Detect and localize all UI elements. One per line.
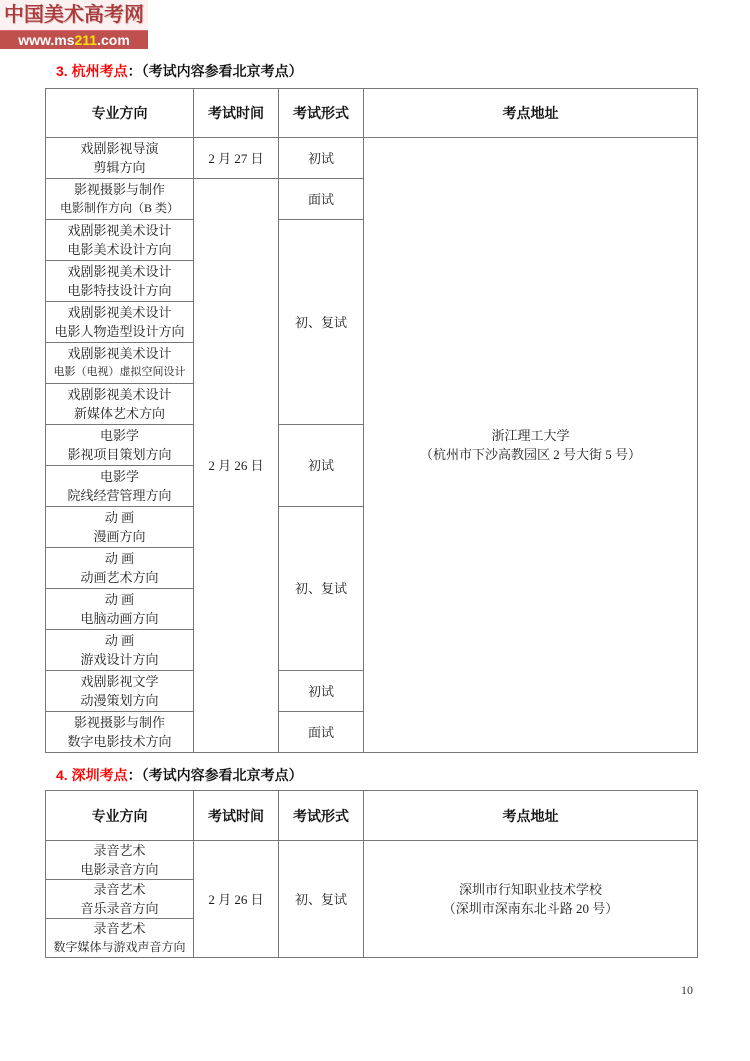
table-row xyxy=(46,138,698,179)
exam-form-cell: 面试 xyxy=(279,712,364,753)
exam-form-cell: 初、复试 xyxy=(279,841,364,958)
site-logo-url-bar xyxy=(0,30,148,49)
site-logo-title: 中国美术高考网 xyxy=(0,0,148,30)
section-number-title: 4. 深圳考点 xyxy=(56,767,128,783)
spec-cell: 戏剧影视美术设计 电影特技设计方向 xyxy=(46,261,194,302)
spec-cell: 戏剧影视美术设计 电影人物造型设计方向 xyxy=(46,302,194,343)
spec-cell: 戏剧影视美术设计 电影（电视）虚拟空间设计 xyxy=(46,343,194,384)
spec-cell: 影视摄影与制作 数字电影技术方向 xyxy=(46,712,194,753)
spec-cell: 电影学 影视项目策划方向 xyxy=(46,425,194,466)
column-header: 考试时间 xyxy=(194,791,279,841)
spec-cell: 戏剧影视导演 剪辑方向 xyxy=(46,138,194,179)
spec-cell: 动 画 游戏设计方向 xyxy=(46,630,194,671)
spec-cell: 动 画 电脑动画方向 xyxy=(46,589,194,630)
column-header: 考点地址 xyxy=(364,89,698,138)
header-row xyxy=(46,89,698,138)
exam-form-cell: 面试 xyxy=(279,179,364,220)
spec-cell: 戏剧影视文学 动漫策划方向 xyxy=(46,671,194,712)
exam-form-cell: 初试 xyxy=(279,138,364,179)
spec-cell: 录音艺术 数字媒体与游戏声音方向 xyxy=(46,919,194,958)
exam-time-cell: 2 月 27 日 xyxy=(194,138,279,179)
section-number-title: 3. 杭州考点 xyxy=(56,63,128,79)
section-subtitle: ：（考试内容参看北京考点） xyxy=(127,63,303,79)
page-number: 10 xyxy=(681,983,693,997)
spec-cell: 录音艺术 音乐录音方向 xyxy=(46,880,194,919)
exam-form-cell: 初试 xyxy=(279,671,364,712)
exam-table-hangzhou xyxy=(45,88,698,753)
logo-url-suffix: .com xyxy=(97,32,130,48)
spec-cell: 动 画 漫画方向 xyxy=(46,507,194,548)
spec-cell: 影视摄影与制作 电影制作方向（B 类） xyxy=(46,179,194,220)
header-row xyxy=(46,791,698,841)
column-header: 考试形式 xyxy=(279,791,364,841)
logo-url-prefix: www.ms xyxy=(18,32,75,48)
spec-cell: 电影学 院线经营管理方向 xyxy=(46,466,194,507)
column-header: 专业方向 xyxy=(46,791,194,841)
spec-cell: 动 画 动画艺术方向 xyxy=(46,548,194,589)
column-header: 考点地址 xyxy=(364,791,698,841)
site-logo[interactable] xyxy=(0,0,148,49)
exam-form-cell: 初、复试 xyxy=(279,220,364,425)
section-heading-shenzhen xyxy=(56,765,303,785)
logo-url-highlight: 211 xyxy=(74,32,98,48)
column-header: 考试时间 xyxy=(194,89,279,138)
section-heading-hangzhou xyxy=(56,61,303,81)
spec-cell: 戏剧影视美术设计 新媒体艺术方向 xyxy=(46,384,194,425)
exam-form-cell: 初、复试 xyxy=(279,507,364,671)
address-cell: 浙江理工大学 （杭州市下沙高教园区 2 号大街 5 号） xyxy=(364,138,698,753)
exam-table-shenzhen xyxy=(45,790,698,958)
spec-cell: 戏剧影视美术设计 电影美术设计方向 xyxy=(46,220,194,261)
address-cell: 深圳市行知职业技术学校 （深圳市深南东北斗路 20 号） xyxy=(364,841,698,958)
column-header: 专业方向 xyxy=(46,89,194,138)
column-header: 考试形式 xyxy=(279,89,364,138)
exam-time-cell: 2 月 26 日 xyxy=(194,841,279,958)
spec-cell: 录音艺术 电影录音方向 xyxy=(46,841,194,880)
section-subtitle: ：（考试内容参看北京考点） xyxy=(127,767,303,783)
exam-form-cell: 初试 xyxy=(279,425,364,507)
table-row xyxy=(46,841,698,880)
exam-time-cell: 2 月 26 日 xyxy=(194,179,279,753)
